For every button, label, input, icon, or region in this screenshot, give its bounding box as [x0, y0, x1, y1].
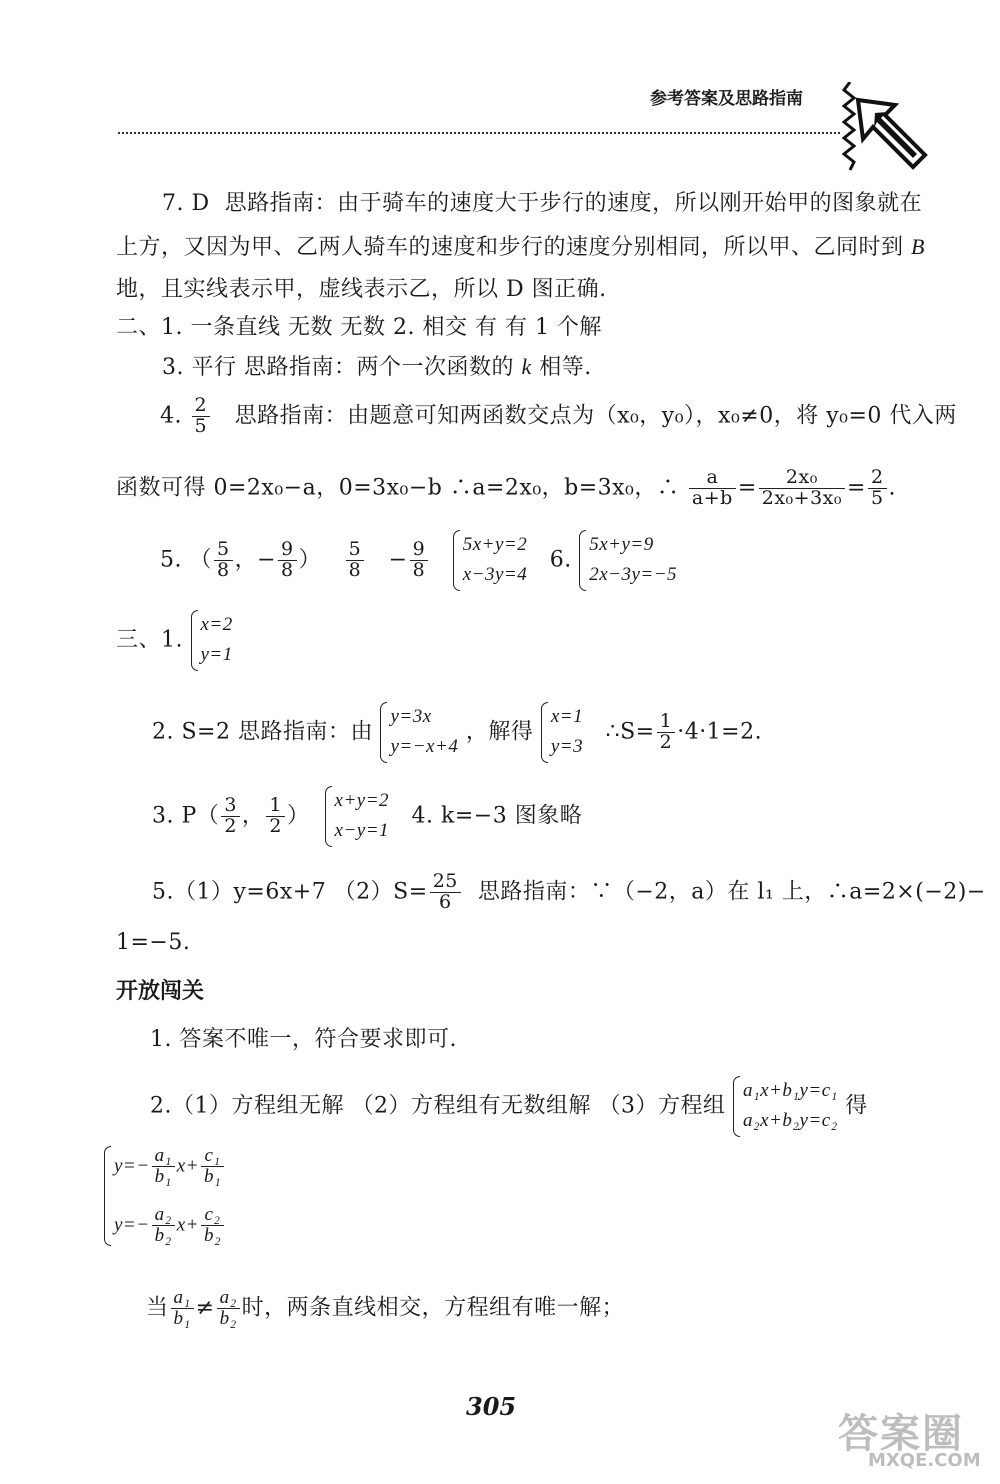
sec2-q5-q6: 5. （ $\frac{5}{8}$ ，− $\frac{9}{8}$ ） $\frac{5}{8}$ − $\frac{9}{8}$ 5x+y=2 x−3y=4 6. 5x+y=9 2x−3y=−5 — [160, 530, 677, 591]
open-q2-solution-system — [104, 1146, 226, 1246]
sec2-q4-line2: 函数可得 0=2x₀−a，0=3x₀−b ∴a=2x₀，b=3x₀，∴ $\frac{a}{a+b}$ = $\frac{\text{2x₀}}{\text{2x₀+3x₀}}$ = $\frac{2}{5}$ . — [116, 466, 897, 509]
running-header: 参考答案及思路指南 — [650, 89, 803, 109]
section-title-open: 开放闯关 — [116, 979, 205, 1004]
open-q2-last-line: 当 $\frac{\text{a₁}}{\text{b₁}}$ ≠ $\frac{\text{a₂}}{\text{b₂}}$ 时，两条直线相交，方程组有唯一解； — [146, 1287, 625, 1329]
open-q2: 2.（1）方程组无解 （2）方程组有无数组解 （3）方程组 a₁x+b₁y=c₁ a₂x+b₂y=c₂ 得 — [150, 1076, 868, 1137]
sec3-q1-system: x=2 y=1 — [191, 610, 233, 671]
arrow-icon — [855, 95, 930, 179]
open-q1: 1. 答案不唯一，符合要求即可. — [150, 1027, 457, 1052]
sys-row-2: y=− $\frac{\text{a₂}}{\text{b₂}}$ x+ $\frac{\text{c₂}}{\text{b₂}}$ — [114, 1205, 226, 1246]
sec2-q4-line1: 4. $\frac{2}{5}$ 思路指南：由题意可知两函数交点为（x₀，y₀），x₀≠0，将 y₀=0 代入两 — [160, 394, 957, 437]
q7-line2: 上方，又因为甲、乙两人骑车的速度和步行的速度分别相同，所以甲、乙同时到 B — [116, 234, 925, 260]
watermark-url: MXQE.COM — [868, 1450, 981, 1471]
watermark-logo: 答案圈 — [838, 1411, 964, 1457]
sec3-q1: 三、1. x=2 y=1 — [116, 610, 233, 671]
sec3-q3-q4: 3. P（ $\frac{3}{2}$ ， $\frac{1}{2}$ ） x+y=2 x−y=1 4. k=−3 图象略 — [152, 786, 582, 847]
page-number: 305 — [466, 1392, 517, 1421]
sec2-q1: 二、1. 一条直线 无数 无数 2. 相交 有 有 1 个解 — [116, 315, 602, 340]
sec3-q5: 5.（1）y=6x+7 （2）S= $\frac{25}{6}$ 思路指南：∵（−2，a）在 l₁ 上，∴a=2×(−2)− — [152, 870, 986, 913]
sys-row-1: y=− $\frac{\text{a₁}}{\text{b₁}}$ x+ $\frac{\text{c₁}}{\text{b₁}}$ — [114, 1146, 226, 1187]
sec3-q5-cont: 1=−5. — [116, 930, 191, 955]
q7-line1: 7. D 思路指南：由于骑车的速度大于步行的速度，所以刚开始甲的图象就在 — [162, 191, 923, 216]
q6-system: 5x+y=9 2x−3y=−5 — [579, 530, 677, 591]
q5-system: 5x+y=2 x−3y=4 — [453, 530, 528, 591]
header-dotted-rule — [118, 132, 840, 134]
q7-line3: 地，且实线表示甲，虚线表示乙，所以 D 图正确. — [116, 277, 607, 302]
sec2-q3: 3. 平行 思路指南：两个一次函数的 k 相等. — [162, 354, 592, 380]
sec3-q2: 2. S=2 思路指南：由 y=3x y=−x+4 ，解得 x=1 y=3 ∴S= $\frac{1}{2}$ ·4·1=2. — [152, 702, 762, 763]
q4-fraction: $\frac{2}{5}$ — [192, 396, 211, 437]
